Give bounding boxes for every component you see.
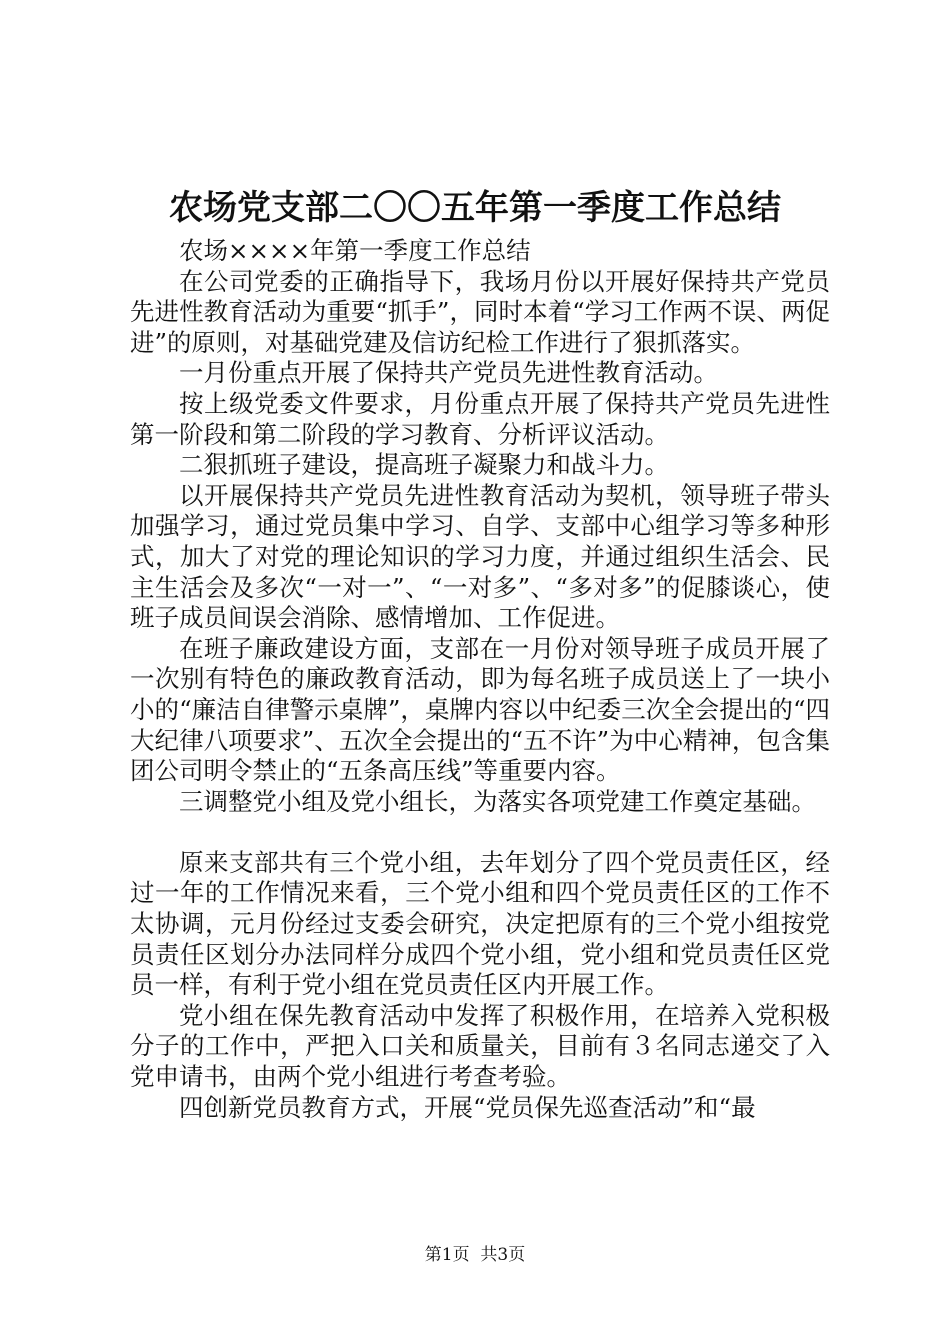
- page-title: 农场党支部二〇〇五年第一季度工作总结: [169, 188, 781, 228]
- paragraph-section-2-heading: 二狠抓班子建设，提高班子凝聚力和战斗力。: [179, 450, 669, 480]
- paragraph-section-4-heading: 四创新党员教育方式，开展“党员保先巡查活动”和“最: [179, 1092, 756, 1122]
- blank-line: [130, 817, 830, 848]
- page-number: 第1页 共3页: [424, 1245, 526, 1265]
- document-body: [130, 236, 830, 1123]
- paragraph-section-1-heading: 一月份重点开展了保持共产党员先进性教育活动。: [179, 358, 718, 388]
- paragraph-section-2-body: 以开展保持共产党员先进性教育活动为契机，领导班子带头加强学习，通过党员集中学习、自学、支部中心组学习等多种形式，加大了对党的理论知识的学习力度，并通过组织生活会、民主生活会及多次“一对一”、“一对多”、“多对多”的促膝谈心，使班子成员间误会消除、感情增加、工作促进。: [130, 480, 830, 633]
- paragraph-section-1-body: 按上级党委文件要求，月份重点开展了保持共产党员先进性第一阶段和第二阶段的学习教育、分析评议活动。: [130, 388, 830, 449]
- paragraph-section-3-role: 党小组在保先教育活动中发挥了积极作用，在培养入党积极分子的工作中，严把入口关和质量关，目前有３名同志递交了入党申请书，由两个党小组进行考查考验。: [130, 1000, 830, 1092]
- paragraph-section-2-integrity: 在班子廉政建设方面，支部在一月份对领导班子成员开展了一次别有特色的廉政教育活动，即为每名班子成员送上了一块小小的“廉洁自律警示桌牌”，桌牌内容以中纪委三次全会提出的“四大纪律八项要求”、五次全会提出的“五不许”为中心精神，包含集团公司明令禁止的“五条高压线”等重要内容。: [130, 633, 830, 786]
- paragraph-section-3-heading: 三调整党小组及党小组长，为落实各项党建工作奠定基础。: [179, 786, 816, 816]
- paragraph-subtitle: 农场××××年第一季度工作总结: [179, 236, 531, 265]
- paragraph-section-3-body: 原来支部共有三个党小组，去年划分了四个党员责任区，经过一年的工作情况来看，三个党小组和四个党员责任区的工作不太协调，元月份经过支委会研究，决定把原有的三个党小组按党员责任区划分办法同样分成四个党小组，党小组和党员责任区党员一样，有利于党小组在党员责任区内开展工作。: [130, 847, 830, 1000]
- paragraph-intro: 在公司党委的正确指导下，我场月份以开展好保持共产党员先进性教育活动为重要“抓手”，同时本着“学习工作两不误、两促进”的原则，对基础党建及信访纪检工作进行了狠抓落实。: [130, 266, 830, 357]
